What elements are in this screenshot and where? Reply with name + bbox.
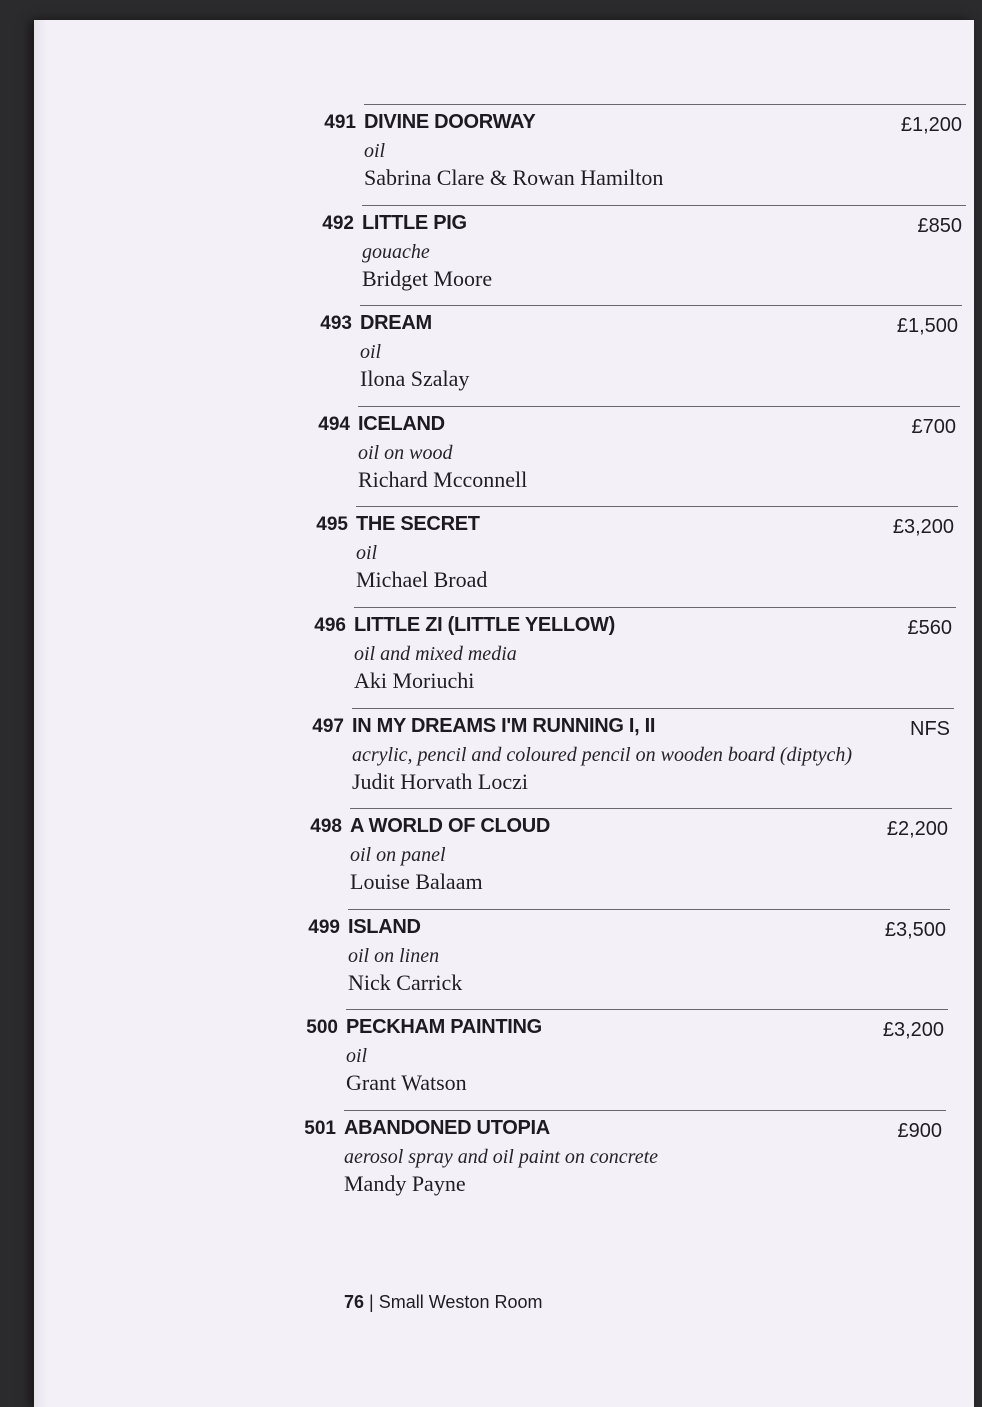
room-name: Small Weston Room (378, 1292, 543, 1312)
catalogue-entry (300, 909, 950, 1009)
catalogue-entry (312, 305, 962, 405)
artist-name: Bridget Moore (362, 265, 493, 291)
artwork-medium: oil (346, 1045, 368, 1068)
catalogue-entry (316, 104, 966, 204)
artist-name: Ilona Szalay (360, 366, 470, 392)
artwork-medium: oil on linen (348, 944, 440, 967)
lot-number: 501 (304, 1118, 336, 1139)
artwork-title: DREAM (360, 312, 432, 335)
entry-rule (360, 305, 962, 306)
lot-number: 496 (314, 615, 346, 636)
catalogue-entry (304, 708, 954, 808)
lot-number: 493 (320, 313, 352, 335)
artwork-title: LITTLE ZI (LITTLE YELLOW) (354, 614, 615, 636)
artwork-medium: aerosol spray and oil paint on concrete (344, 1146, 659, 1168)
artwork-medium: oil (360, 341, 382, 364)
entry-rule (352, 708, 954, 709)
artwork-title: A WORLD OF CLOUD (350, 815, 550, 838)
artwork-title: ISLAND (348, 915, 421, 938)
artwork-price: NFS (910, 717, 950, 740)
artwork-title: IN MY DREAMS I'M RUNNING I, II (352, 714, 656, 737)
page-edge (34, 20, 48, 1407)
artwork-medium: gouache (362, 240, 430, 263)
entry-rule (362, 205, 966, 206)
artwork-price: £2,200 (886, 818, 948, 841)
catalogue-entry (302, 808, 952, 908)
artwork-medium: oil on panel (350, 844, 446, 867)
catalogue-page (34, 20, 974, 1407)
catalogue-entry (298, 1009, 948, 1109)
page-footer (344, 1292, 542, 1313)
artwork-price: £560 (907, 617, 952, 639)
catalogue-entry (308, 506, 958, 606)
lot-number: 492 (322, 212, 354, 234)
lot-number: 497 (312, 715, 344, 737)
artwork-price: £3,200 (882, 1019, 944, 1042)
entry-rule (358, 406, 960, 407)
lot-number: 495 (316, 514, 348, 536)
artwork-price: £850 (917, 214, 962, 237)
artwork-title: THE SECRET (356, 513, 480, 536)
artwork-title: DIVINE DOORWAY (364, 111, 536, 133)
artwork-medium: oil and mixed media (354, 643, 517, 665)
artist-name: Sabrina Clare & Rowan Hamilton (364, 165, 664, 190)
entry-rule (354, 607, 956, 608)
lot-number: 499 (308, 916, 340, 938)
artwork-price: £1,500 (896, 315, 958, 338)
artwork-title: LITTLE PIG (362, 211, 467, 234)
catalogue-entry (296, 1110, 946, 1210)
entry-rule (364, 104, 966, 105)
artwork-medium: oil (364, 140, 386, 162)
catalogue-entry (306, 607, 956, 707)
artwork-price: £900 (897, 1120, 942, 1142)
artwork-price: £700 (911, 415, 956, 438)
lot-number: 500 (306, 1017, 338, 1039)
artist-name: Louise Balaam (350, 869, 483, 895)
artist-name: Aki Moriuchi (354, 668, 475, 693)
artwork-medium: oil (356, 542, 378, 565)
artist-name: Judit Horvath Loczi (352, 768, 528, 794)
artist-name: Mandy Payne (344, 1171, 466, 1196)
entry-rule (346, 1009, 948, 1010)
artist-name: Richard Mcconnell (358, 466, 528, 492)
artwork-price: £1,200 (900, 114, 962, 136)
artwork-price: £3,200 (892, 516, 954, 539)
entry-rule (344, 1110, 946, 1111)
entry-rule (350, 808, 952, 809)
artwork-price: £3,500 (884, 918, 946, 941)
artist-name: Nick Carrick (348, 969, 463, 995)
artwork-title: ABANDONED UTOPIA (344, 1117, 550, 1139)
artwork-medium: oil on wood (358, 441, 453, 464)
lot-number: 494 (318, 413, 350, 435)
lot-number: 491 (324, 112, 356, 133)
catalogue-entry (310, 406, 960, 506)
artist-name: Grant Watson (346, 1070, 467, 1096)
artwork-medium: acrylic, pencil and coloured pencil on wooden board (diptych) (352, 743, 853, 766)
entry-rule (356, 506, 958, 507)
page-number: 76 (344, 1292, 365, 1312)
lot-number: 498 (310, 816, 342, 838)
catalogue-entry (314, 205, 966, 305)
artwork-title: PECKHAM PAINTING (346, 1016, 542, 1039)
artist-name: Michael Broad (356, 567, 488, 593)
footer-separator: | (369, 1292, 374, 1312)
artwork-title: ICELAND (358, 412, 445, 435)
entry-rule (348, 909, 950, 910)
